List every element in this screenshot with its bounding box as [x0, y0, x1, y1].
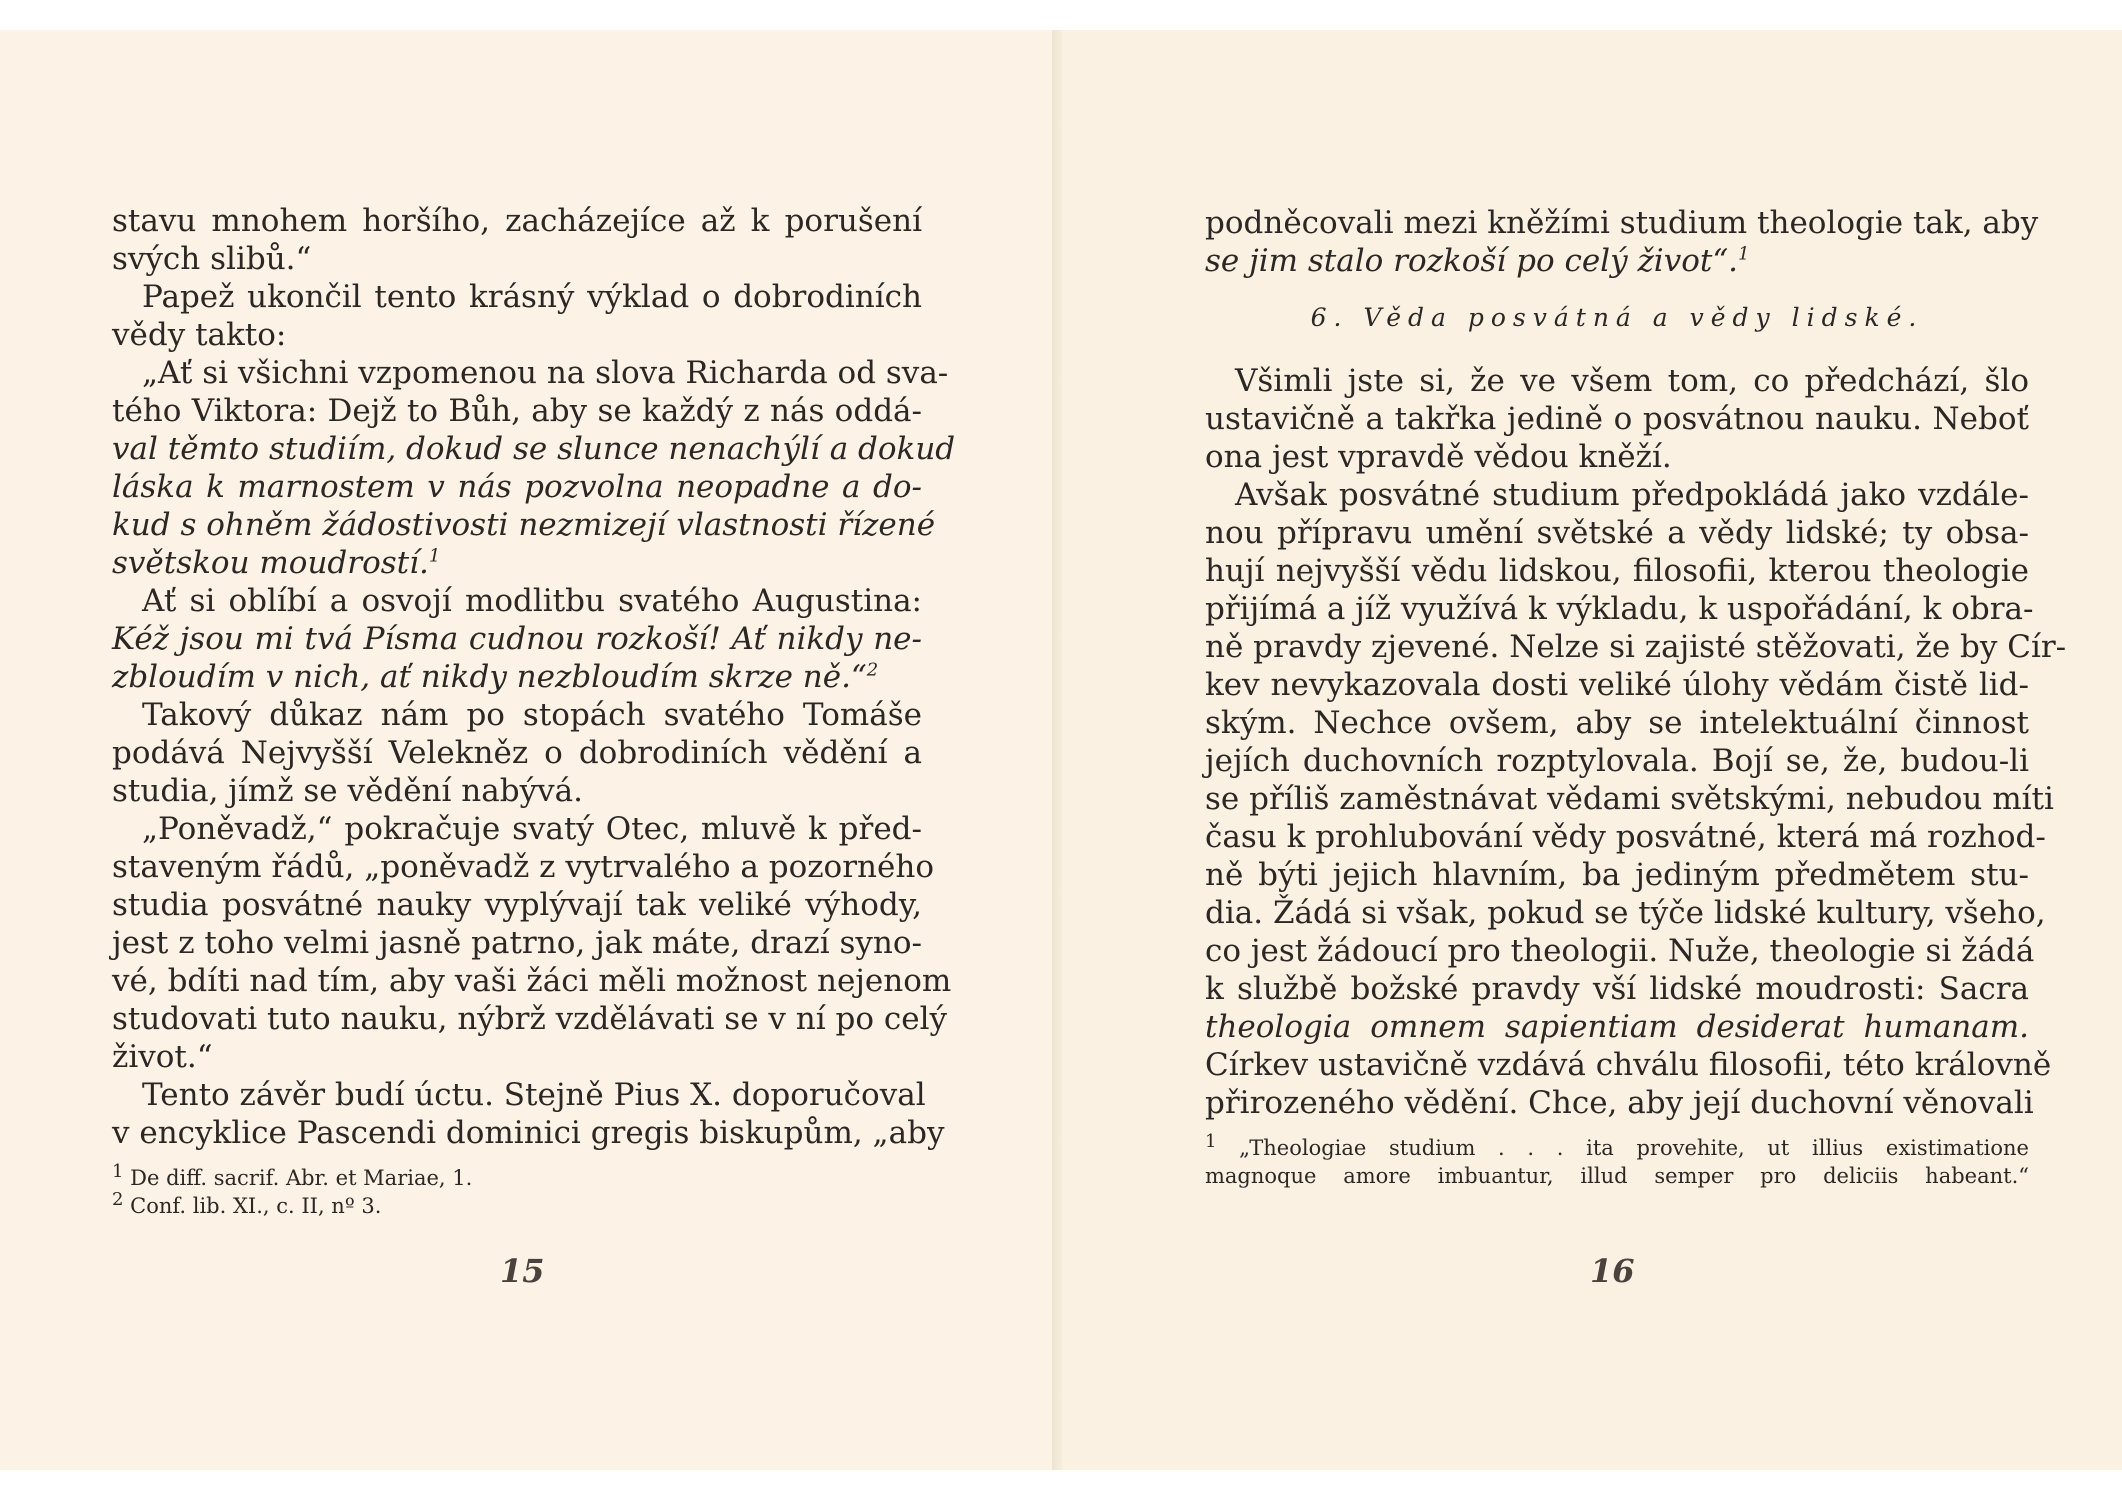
- text-line: k službě božské pravdy vší lidské moudrosti: Sacra: [1205, 971, 2029, 1007]
- right-page: [1062, 30, 2122, 1470]
- text-line: svých slibů.“: [112, 241, 312, 277]
- text-line: [1205, 242, 2029, 280]
- text-line: ským. Nechce ovšem, aby se intelektuální činnost: [1205, 705, 2029, 741]
- text-line: studia posvátné nauky vyplývají tak veliké výhody,: [112, 887, 922, 923]
- footnote-mark: 2: [112, 1189, 124, 1210]
- text-line: tého Viktora: Dejž to Bůh, aby se každý z nás oddá-: [112, 393, 922, 429]
- footnote-text: magnoque amore imbuantur, illud semper pro deliciis habeant.“: [1205, 1164, 2029, 1188]
- text-line: kev nevykazovala dosti veliké úlohy vědám čistě lid-: [1205, 667, 2029, 703]
- footnote-ref: 2: [866, 659, 879, 681]
- left-page-text: [112, 202, 956, 1220]
- text-line: láska k marnostem v nás pozvolna neopadne a do-: [112, 469, 922, 505]
- text-line: ona jest vpravdě vědou kněží.: [1205, 439, 1672, 475]
- footnotes: [112, 1161, 922, 1220]
- text-line: přijímá a jíž využívá k výkladu, k uspořádání, k obra-: [1205, 591, 2034, 627]
- text-line: Avšak posvátné studium předpokládá jako vzdále-: [1235, 477, 2029, 513]
- page-number: 15: [500, 1252, 545, 1290]
- text-line: theologia omnem sapientiam desiderat humanam.: [1205, 1009, 2029, 1045]
- text-line: kud s ohněm žádostivosti nezmizejí vlastnosti řízené: [112, 507, 936, 543]
- text-line: co jest žádoucí pro theologii. Nuže, theologie si žádá: [1205, 933, 2035, 969]
- text-line: Církev ustavičně vzdává chválu filosofii, této královně: [1205, 1047, 2052, 1083]
- footnote: [112, 1161, 922, 1192]
- footnote-text: Conf. lib. XI., c. II, nº 3.: [130, 1194, 382, 1218]
- text-line: život.“: [112, 1039, 213, 1075]
- text-line: v encyklice Pascendi dominici gregis biskupům, „aby: [112, 1115, 945, 1151]
- footnote-ref: 1: [1738, 243, 1750, 265]
- text-line: Ať si oblíbí a osvojí modlitbu svatého Augustina:: [142, 583, 922, 619]
- text-line: podává Nejvyšší Velekněz o dobrodiních vědění a: [112, 735, 922, 771]
- text-line: staveným řádů, „poněvadž z vytrvalého a pozorného: [112, 849, 934, 885]
- page-number: 16: [1590, 1252, 1635, 1290]
- text-line: ně býti jejich hlavním, ba jediným předmětem stu-: [1205, 857, 2029, 893]
- line-text: světskou moudrostí.: [112, 545, 429, 581]
- footnote-mark: 1: [1205, 1131, 1217, 1152]
- text-line: jejích duchovních rozptylovala. Bojí se, že, budou-li: [1205, 743, 2029, 779]
- footnote-mark: 1: [112, 1161, 124, 1182]
- footnote-ref: 1: [428, 545, 441, 567]
- left-page: [0, 30, 1052, 1470]
- text-line: [112, 658, 922, 696]
- text-line: času k prohlubování vědy posvátné, která má rozhod-: [1205, 819, 2046, 855]
- text-line: nou přípravu umění světské a vědy lidské; ty obsa-: [1205, 515, 2029, 551]
- footnote: [112, 1189, 922, 1220]
- text-line: studovati tuto nauku, nýbrž vzdělávati se v ní po celý: [112, 1001, 948, 1037]
- text-line: vědy takto:: [112, 317, 287, 353]
- footnotes: [1205, 1131, 2029, 1190]
- text-line: „Poněvadž,“ pokračuje svatý Otec, mluvě k před-: [142, 811, 922, 847]
- text-line: Tento závěr budí úctu. Stejně Pius X. doporučoval: [142, 1077, 926, 1113]
- section-heading: 6. Věda posvátná a vědy lidské.: [1310, 303, 1924, 332]
- right-page-text: [1205, 204, 2067, 1190]
- text-line: ustavičně a takřka jedině o posvátnou nauku. Neboť: [1205, 401, 2029, 437]
- text-line: jest z toho velmi jasně patrno, jak máte, drazí syno-: [112, 925, 922, 961]
- text-line: přirozeného vědění. Chce, aby její duchovní věnovali: [1205, 1085, 2034, 1121]
- text-line: [112, 544, 922, 582]
- text-line: podněcovali mezi kněžími studium theologie tak, aby: [1205, 205, 2039, 241]
- footnote-text: „Theologiae studium . . . ita provehite, ut illius existimatione: [1239, 1136, 2029, 1160]
- text-line: val těmto studiím, dokud se slunce nenachýlí a dokud: [112, 431, 956, 467]
- line-text: zbloudím v nich, ať nikdy nezbloudím skrze ně.“: [112, 659, 867, 695]
- text-line: Takový důkaz nám po stopách svatého Tomáše: [142, 697, 922, 733]
- text-line: Papež ukončil tento krásný výklad o dobrodiních: [142, 279, 922, 315]
- text-line: se příliš zaměstnávat vědami světskými, nebudou míti: [1205, 781, 2054, 817]
- text-line: Kéž jsou mi tvá Písma cudnou rozkoší! Ať nikdy ne-: [112, 621, 922, 657]
- text-line: studia, jímž se vědění nabývá.: [112, 773, 583, 809]
- text-line: dia. Žádá si však, pokud se týče lidské kultury, všeho,: [1205, 895, 2046, 931]
- text-line: stavu mnohem horšího, zacházejíce až k porušení: [112, 203, 922, 239]
- text-line: vé, bdíti nad tím, aby vaši žáci měli možnost nejenom: [112, 963, 952, 999]
- text-line: hují nejvyšší vědu lidskou, filosofii, kterou theologie: [1205, 553, 2029, 589]
- text-line: Všimli jste si, že ve všem tom, co předchází, šlo: [1235, 363, 2029, 399]
- text-line: „Ať si všichni vzpomenou na slova Richarda od sva-: [142, 355, 949, 391]
- text-line: ně pravdy zjevené. Nelze si zajisté stěžovati, že by Cír-: [1205, 629, 2067, 665]
- footnote-text: De diff. sacrif. Abr. et Mariae, 1.: [130, 1166, 473, 1190]
- footnote: [1205, 1162, 2029, 1190]
- line-text: se jim stalo rozkoší po celý život“.: [1205, 243, 1739, 279]
- book-gutter: [1052, 30, 1062, 1470]
- footnote: [1205, 1131, 2029, 1162]
